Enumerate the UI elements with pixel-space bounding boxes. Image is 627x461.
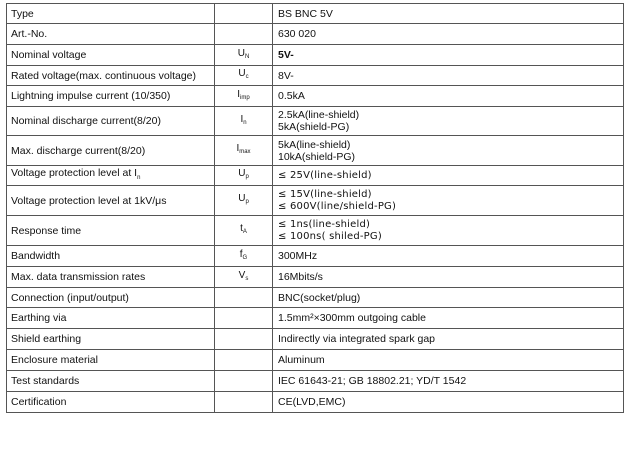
table-row	[7, 308, 624, 329]
symbol-letter: U	[238, 193, 246, 204]
value-line: 0.5kA	[278, 90, 305, 102]
specification-table	[6, 3, 624, 413]
value-line: 16Mbits/s	[278, 271, 323, 283]
parameter-cell	[7, 371, 215, 392]
value-line: ≤ 1ns(line-shield)	[278, 218, 371, 230]
value-cell	[273, 66, 624, 86]
symbol-cell	[215, 107, 273, 136]
table-row	[7, 166, 624, 186]
value-cell	[273, 186, 624, 216]
value-line: BS BNC 5V	[278, 7, 333, 20]
table-row	[7, 66, 624, 86]
value-line: ≤ 15V(line-shield)	[278, 188, 372, 200]
parameter-label: Nominal discharge current(8/20)	[11, 115, 161, 127]
symbol-cell	[215, 24, 273, 45]
specification-table-body	[7, 4, 624, 413]
parameter-cell	[7, 392, 215, 413]
value-line: BNC(socket/plug)	[278, 291, 361, 304]
table-row	[7, 45, 624, 66]
table-row	[7, 371, 624, 392]
symbol-subscript: p	[245, 174, 249, 180]
symbol-cell	[215, 66, 273, 86]
symbol-letter: V	[238, 269, 246, 281]
table-row	[7, 136, 624, 166]
symbol-subscript: G	[242, 254, 248, 261]
symbol-cell	[215, 288, 273, 308]
parameter-label: Connection (input/output)	[11, 291, 129, 304]
table-row	[7, 329, 624, 350]
value-cell	[273, 107, 624, 136]
symbol-subscript: s	[245, 275, 249, 282]
parameter-subscript: n	[137, 175, 141, 182]
symbol-cell	[215, 371, 273, 392]
value-line: 5kA(shield-PG)	[278, 121, 350, 133]
parameter-label: Enclosure material	[11, 354, 98, 366]
table-row	[7, 107, 624, 136]
parameter-label: Lightning impulse current (10/350)	[11, 90, 171, 102]
symbol-subscript: max	[239, 149, 251, 155]
parameter-cell	[7, 24, 215, 45]
value-cell	[273, 136, 624, 166]
parameter-label: Test standards	[11, 375, 80, 387]
symbol-cell	[215, 216, 273, 246]
parameter-cell	[7, 246, 215, 267]
value-cell	[273, 45, 624, 66]
parameter-cell	[7, 4, 215, 24]
symbol-subscript: n	[243, 119, 247, 126]
parameter-label: Rated voltage(max. continuous voltage)	[11, 69, 197, 82]
symbol-cell	[215, 4, 273, 24]
symbol-subscript: A	[242, 229, 247, 235]
symbol-subscript: p	[245, 199, 249, 205]
value-line: 10kA(shield-PG)	[278, 150, 356, 163]
symbol-cell	[215, 166, 273, 186]
symbol-cell	[215, 86, 273, 107]
parameter-label: Shield earthing	[11, 333, 82, 345]
table-row	[7, 392, 624, 413]
value-line: Aluminum	[278, 354, 325, 366]
value-cell	[273, 216, 624, 246]
symbol-cell	[215, 246, 273, 267]
parameter-label: Max. data transmission rates	[11, 271, 146, 283]
parameter-label: Response time	[11, 224, 82, 237]
parameter-cell	[7, 45, 215, 66]
table-row	[7, 86, 624, 107]
parameter-cell	[7, 267, 215, 288]
table-row	[7, 216, 624, 246]
symbol-cell	[215, 186, 273, 216]
value-cell	[273, 350, 624, 371]
parameter-cell	[7, 107, 215, 136]
parameter-cell	[7, 136, 215, 166]
symbol-letter: I	[236, 143, 240, 154]
value-line: Indirectly via integrated spark gap	[278, 333, 436, 345]
table-row	[7, 186, 624, 216]
symbol-cell	[215, 350, 273, 371]
value-cell	[273, 166, 624, 186]
symbol-letter: I	[237, 88, 241, 100]
symbol-cell	[215, 329, 273, 350]
value-line: 300MHz	[278, 250, 318, 262]
parameter-cell	[7, 86, 215, 107]
value-cell	[273, 308, 624, 329]
symbol-cell	[215, 267, 273, 288]
symbol-cell	[215, 45, 273, 66]
value-cell	[273, 24, 624, 45]
parameter-cell	[7, 66, 215, 86]
parameter-label: Certification	[11, 396, 67, 408]
value-line: IEC 61643-21; GB 18802.21; YD/T 1542	[278, 375, 467, 387]
value-line: ≤ 100ns( shiled-PG)	[278, 230, 382, 242]
table-row	[7, 350, 624, 371]
value-cell	[273, 392, 624, 413]
value-cell	[273, 86, 624, 107]
table-row	[7, 288, 624, 308]
value-cell	[273, 246, 624, 267]
parameter-label: Max. discharge current(8/20)	[11, 144, 146, 157]
symbol-letter: U	[237, 47, 245, 59]
parameter-cell	[7, 216, 215, 246]
symbol-letter: t	[240, 223, 243, 234]
value-cell	[273, 267, 624, 288]
symbol-letter: I	[240, 113, 244, 125]
value-line: 630 020	[278, 28, 316, 40]
value-cell	[273, 4, 624, 24]
value-line: ≤ 25V(line-shield)	[278, 169, 372, 181]
value-line: 2.5kA(line-shield)	[278, 109, 360, 121]
table-row	[7, 4, 624, 24]
parameter-label: Bandwidth	[11, 250, 61, 262]
parameter-label: Voltage protection level at I	[11, 166, 138, 179]
value-cell	[273, 329, 624, 350]
parameter-cell	[7, 166, 215, 186]
parameter-cell	[7, 350, 215, 371]
parameter-label: Art.-No.	[11, 28, 48, 40]
parameter-label: Voltage protection level at 1kV/μs	[11, 194, 167, 207]
symbol-letter: U	[238, 168, 246, 179]
parameter-label: Nominal voltage	[11, 49, 87, 61]
symbol-cell	[215, 392, 273, 413]
value-line: 8V-	[278, 69, 294, 82]
symbol-subscript: imp	[240, 94, 250, 101]
value-line: CE(LVD,EMC)	[278, 396, 346, 408]
symbol-subscript: N	[244, 53, 250, 60]
symbol-cell	[215, 136, 273, 166]
value-line: 1.5mm²×300mm outgoing cable	[278, 312, 426, 324]
table-row	[7, 267, 624, 288]
parameter-cell	[7, 186, 215, 216]
symbol-cell	[215, 308, 273, 329]
symbol-letter: U	[238, 68, 246, 79]
value-line: ≤ 600V(line/shield-PG)	[278, 200, 397, 212]
value-cell	[273, 288, 624, 308]
parameter-label: Earthing via	[11, 312, 67, 324]
value-cell	[273, 371, 624, 392]
value-line: 5V-	[278, 49, 294, 61]
parameter-cell	[7, 329, 215, 350]
parameter-label: Type	[11, 7, 34, 20]
value-line: 5kA(line-shield)	[278, 138, 351, 151]
table-row	[7, 246, 624, 267]
symbol-subscript: c	[245, 74, 249, 80]
parameter-cell	[7, 308, 215, 329]
table-row	[7, 24, 624, 45]
symbol-letter: f	[239, 248, 243, 260]
parameter-cell	[7, 288, 215, 308]
